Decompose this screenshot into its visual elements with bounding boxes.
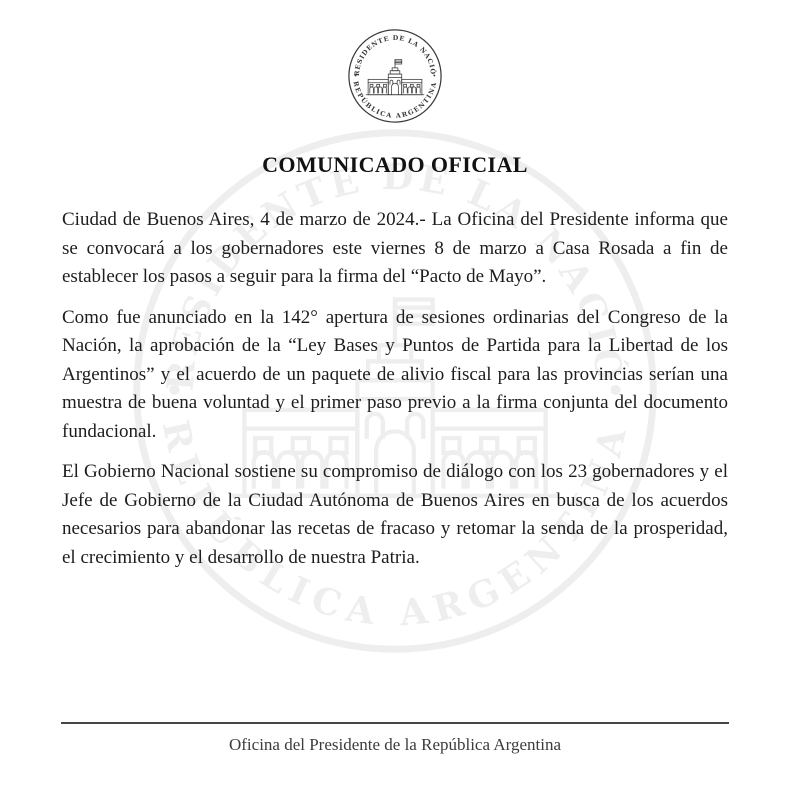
body-paragraph: Como fue anunciado en la 142° apertura de sesiones ordinarias del Congreso de la Nación, la aprobación de la “Ley Bases y Puntos de Partida para la Libertad de los Argentinos” y el acuerdo de un paquete de alivio fiscal para las provincias serían una muestra de buena voluntad y el primer paso previo a la firma conjunta del documento fundacional. [62,306,728,442]
footer-divider [61,722,729,755]
presidential-seal [347,28,443,124]
page-title: COMUNICADO OFICIAL [262,152,528,177]
body-paragraph: El Gobierno Nacional sostiene su compromiso de diálogo con los 23 gobernadores y el Jefe de Gobierno de la Ciudad Autónoma de Buenos Aires en busca de los acuerdos necesarios para abandonar las recetas de fracaso y retomar la senda de la prosperidad, el crecimiento y el desarrollo de nuestra Patria. [62,461,728,568]
communique-body [62,206,728,572]
footer-text: Oficina del Presidente de la República Argentina [228,735,562,754]
body-paragraph: Ciudad de Buenos Aires, 4 de marzo de 2024.- La Oficina del Presidente informa que se convocará a los gobernadores este viernes 8 de marzo a Casa Rosada a fin de establecer los pasos a seguir para la firma del “Pacto de Mayo”. [62,209,728,287]
